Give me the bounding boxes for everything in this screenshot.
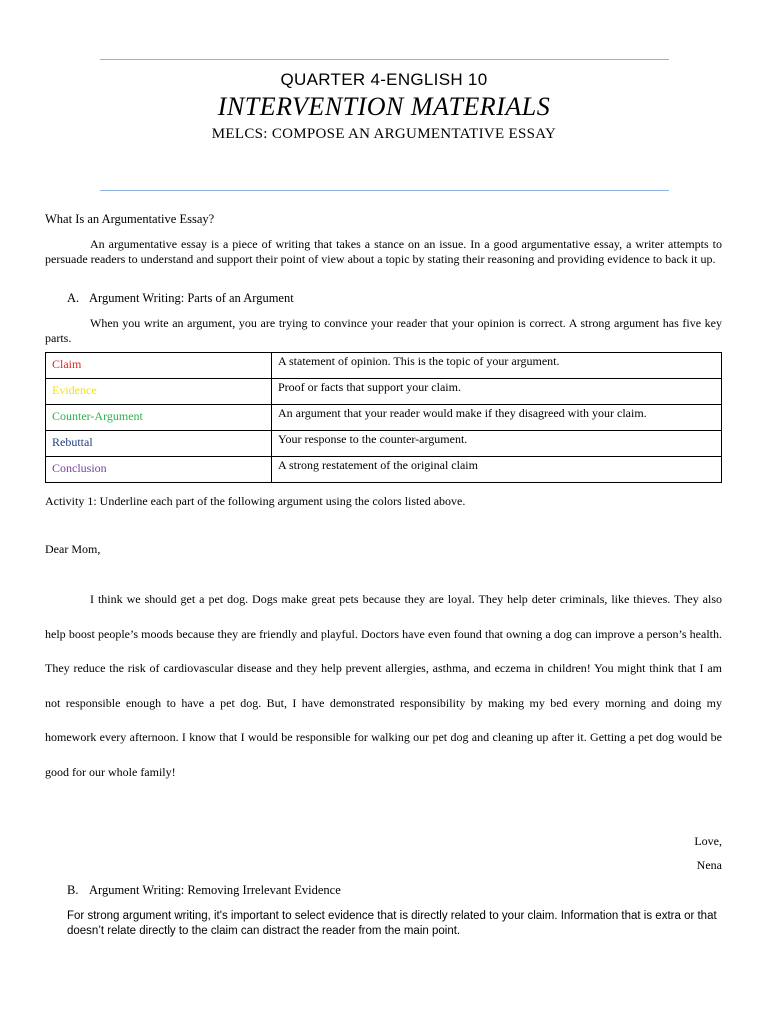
- section-b-heading: [67, 883, 707, 898]
- part-term-rebuttal: Rebuttal: [46, 431, 272, 457]
- argument-parts-table: [45, 352, 722, 483]
- letter-signature: Nena: [696, 858, 722, 872]
- header-top-rule: [100, 59, 669, 60]
- part-definition: A strong restatement of the original claim: [272, 457, 722, 483]
- irrelevant-evidence-paragraph: For strong argument writing, it's important to select evidence that is directly related to your claim. Information that is extra or that doesn’t relate directly to the claim can distract the reader from the main point.: [67, 910, 717, 937]
- section-a-letter: A.: [67, 291, 80, 305]
- activity-instruction: Activity 1: Underline each part of the following argument using the colors listed above.: [45, 494, 466, 508]
- header-bottom-rule: [100, 190, 669, 191]
- part-definition: An argument that your reader would make if they disagreed with your claim.: [272, 405, 722, 431]
- letter-salutation: Dear Mom,: [45, 542, 101, 556]
- table-row: [46, 431, 722, 457]
- parts-paragraph: When you write an argument, you are trying to convince your reader that your opinion is correct. A strong argument has five key parts.: [45, 316, 722, 345]
- table-row: [46, 353, 722, 379]
- quarter-heading: QUARTER 4-ENGLISH 10: [280, 70, 488, 89]
- intro-paragraph: An argumentative essay is a piece of writing that takes a stance on an issue. In a good argumentative essay, a writer attempts to persuade readers to understand and support their point of view about a topic by stating their reasoning and providing evidence to back it up.: [45, 237, 722, 266]
- letter-closing: Love,: [694, 834, 722, 848]
- part-definition: Your response to the counter-argument.: [272, 431, 722, 457]
- letter-body: I think we should get a pet dog. Dogs make great pets because they are loyal. They help deter criminals, like thieves. They also help boost people’s moods because they are friendly and playful. Doctors have even found that owning a dog can improve a person’s health. They reduce the risk of cardiovascular disease and they help prevent allergies, asthma, and eczema in children! You might think that I am not responsible enough to have a pet dog. But, I have demonstrated responsibility by making my bed every morning and doing my homework every afternoon. I know that I would be responsible for walking our pet dog and cleaning up after it. Getting a pet dog would be good for our whole family!: [45, 592, 722, 779]
- part-term-claim: Claim: [46, 353, 272, 379]
- document-title: INTERVENTION MATERIALS: [217, 92, 551, 121]
- section-a-title: Argument Writing: Parts of an Argument: [89, 291, 294, 305]
- part-definition: A statement of opinion. This is the topic of your argument.: [272, 353, 722, 379]
- part-term-evidence: Evidence: [46, 379, 272, 405]
- section-b-title: Argument Writing: Removing Irrelevant Evidence: [89, 883, 341, 897]
- table-row: [46, 457, 722, 483]
- melcs-subtitle: MELCS: COMPOSE AN ARGUMENTATIVE ESSAY: [211, 126, 557, 142]
- table-row: [46, 405, 722, 431]
- section-b-letter: B.: [67, 883, 79, 897]
- part-definition: Proof or facts that support your claim.: [272, 379, 722, 405]
- question-heading: What Is an Argumentative Essay?: [45, 212, 215, 226]
- part-term-counter-argument: Counter-Argument: [46, 405, 272, 431]
- section-a-heading: [67, 291, 707, 306]
- part-term-conclusion: Conclusion: [46, 457, 272, 483]
- table-row: [46, 379, 722, 405]
